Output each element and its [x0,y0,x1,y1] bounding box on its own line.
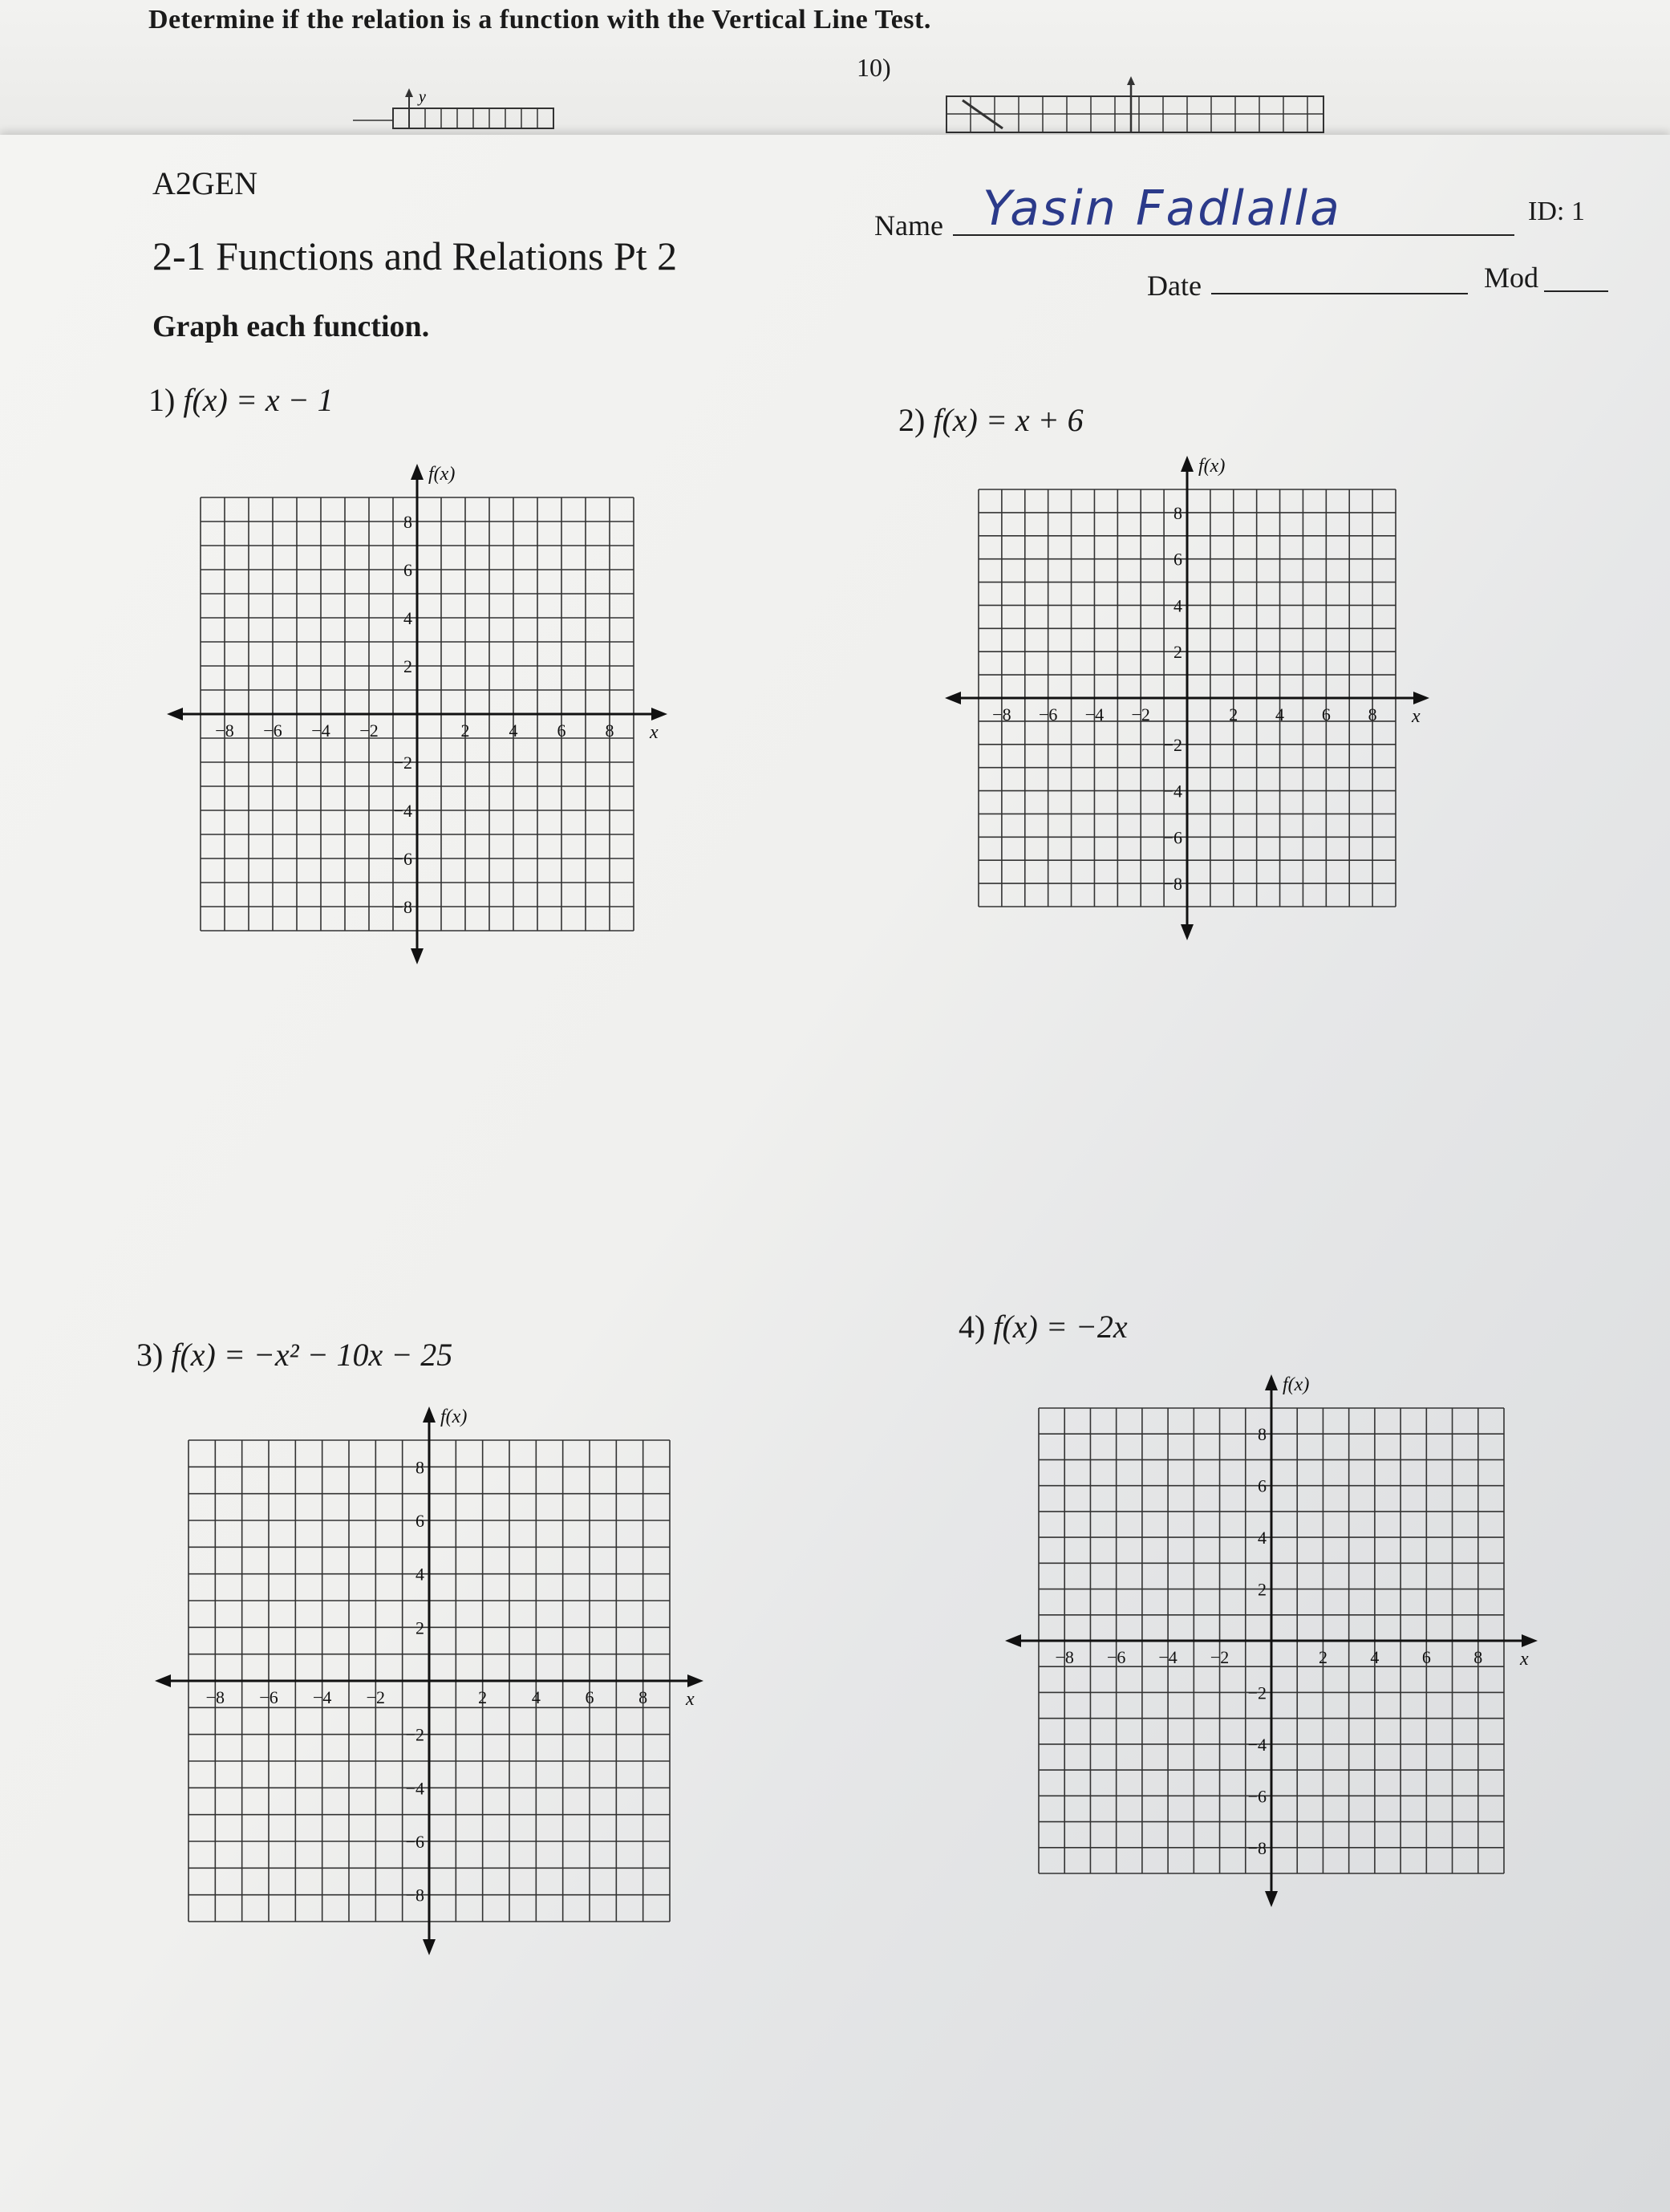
x-tick-label: −8 [215,720,234,741]
instructions: Graph each function. [152,310,430,343]
x-tick-label: 6 [1321,704,1331,724]
y-tick-label: 4 [403,608,412,628]
name-handwritten[interactable]: Yasin Fadlalla [983,181,1342,237]
x-tick-label: −6 [1106,1647,1126,1667]
graph-problem-3[interactable] [140,1392,718,1974]
y-tick-label: 2 [403,656,412,676]
mod-label: Mod [1484,262,1539,294]
y-tick-label: −8 [405,1885,424,1906]
x-tick-label: 4 [1275,704,1285,724]
y-tick-label: −2 [405,1724,424,1745]
worksheet-title: 2-1 Functions and Relations Pt 2 [152,233,678,278]
back-question-number: 10) [857,53,891,82]
mod-line[interactable] [1544,290,1608,292]
x-tick-label: −2 [1131,704,1150,724]
problem-3-function: f(x) = −x² − 10x − 25 [171,1337,453,1373]
x-tick-label: −2 [359,720,379,741]
x-tick-label: −8 [992,704,1011,724]
problem-3 [136,1336,452,1374]
y-tick-label: −4 [393,801,412,821]
y-tick-label: 4 [415,1564,424,1585]
x-tick-label: −2 [1210,1647,1230,1667]
x-tick-label: −4 [1158,1647,1178,1667]
y-tick-label: 2 [415,1617,424,1638]
x-tick-label: 6 [1421,1647,1431,1667]
x-axis-label: x [1412,706,1421,727]
x-tick-label: −2 [366,1687,386,1707]
problem-2 [898,401,1084,439]
y-tick-label: 2 [1258,1579,1267,1600]
graph-problem-1[interactable] [152,449,682,983]
problem-3-number: 3) [136,1337,164,1373]
problem-4-function: f(x) = −2x [993,1309,1128,1345]
x-tick-label: 4 [509,720,518,741]
x-tick-label: 6 [557,720,566,741]
id-label: ID: 1 [1528,197,1585,226]
x-tick-label: 8 [1473,1647,1483,1667]
x-tick-label: 2 [478,1687,488,1707]
y-tick-label: −4 [405,1778,424,1799]
problem-1 [148,381,334,419]
x-tick-label: −4 [1084,704,1105,724]
x-axis-label: x [650,722,659,743]
y-tick-label: −4 [1247,1734,1267,1755]
problem-4-number: 4) [959,1309,986,1345]
problem-2-number: 2) [898,402,926,438]
y-tick-label: −6 [393,849,412,869]
y-tick-label: 8 [1173,502,1182,523]
coordinate-grid [152,449,682,979]
y-tick-label: −2 [1247,1682,1267,1703]
y-tick-label: 8 [403,512,412,532]
x-tick-label: −4 [311,720,330,741]
y-tick-label: 8 [1258,1424,1267,1445]
course-code: A2GEN [152,165,258,201]
y-axis-label: f(x) [1283,1374,1310,1395]
y-tick-label: 8 [415,1457,424,1478]
date-line[interactable] [1211,293,1468,294]
x-tick-label: −6 [263,720,282,741]
date-label: Date [1147,270,1202,302]
x-tick-label: −8 [1055,1647,1074,1667]
x-axis-label: x [1520,1649,1529,1670]
y-tick-label: 4 [1173,595,1182,616]
x-tick-label: 4 [1370,1647,1380,1667]
x-tick-label: 8 [638,1687,648,1707]
x-tick-label: 4 [531,1687,541,1707]
problem-4 [959,1308,1128,1345]
y-tick-label: −6 [1247,1786,1267,1807]
y-tick-label: −4 [1163,781,1182,802]
y-tick-label: −2 [1163,734,1182,755]
x-tick-label: 2 [460,720,470,741]
back-sheet-title: Determine if the relation is a function with the Vertical Line Test. [148,5,931,34]
y-tick-label: 6 [403,560,412,580]
graph-problem-4[interactable] [991,1360,1552,1926]
y-axis-label: f(x) [440,1406,468,1427]
y-tick-label: −8 [1247,1837,1267,1858]
x-tick-label: 2 [1229,704,1238,724]
coordinate-grid [991,1360,1552,1922]
x-tick-label: −6 [1038,704,1058,724]
coordinate-grid [140,1392,718,1970]
x-tick-label: −4 [312,1687,332,1707]
y-tick-label: −8 [1163,874,1182,895]
x-tick-label: 2 [1318,1647,1327,1667]
y-tick-label: −2 [393,753,412,773]
coordinate-grid [930,441,1444,955]
problem-2-function: f(x) = x + 6 [933,402,1084,438]
x-tick-label: −8 [205,1687,225,1707]
x-tick-label: −6 [259,1687,278,1707]
y-axis-label: f(x) [428,464,456,485]
y-tick-label: 6 [415,1511,424,1531]
name-label: Name [874,209,943,241]
back-axis-label: y [419,88,426,106]
graph-problem-2[interactable] [930,441,1444,959]
y-tick-label: −8 [393,897,412,917]
y-tick-label: 2 [1173,642,1182,663]
y-tick-label: 4 [1258,1528,1267,1548]
problem-1-number: 1) [148,382,176,418]
x-tick-label: 8 [605,720,614,741]
back-mini-grid-left [345,84,618,132]
y-tick-label: 6 [1173,549,1182,570]
x-tick-label: 6 [585,1687,594,1707]
back-mini-grid-right [938,72,1332,136]
problem-1-function: f(x) = x − 1 [183,382,334,418]
y-tick-label: 6 [1258,1475,1267,1496]
x-tick-label: 8 [1368,704,1377,724]
y-tick-label: −6 [405,1832,424,1852]
y-axis-label: f(x) [1198,456,1226,477]
y-tick-label: −6 [1163,827,1182,848]
x-axis-label: x [686,1689,695,1710]
